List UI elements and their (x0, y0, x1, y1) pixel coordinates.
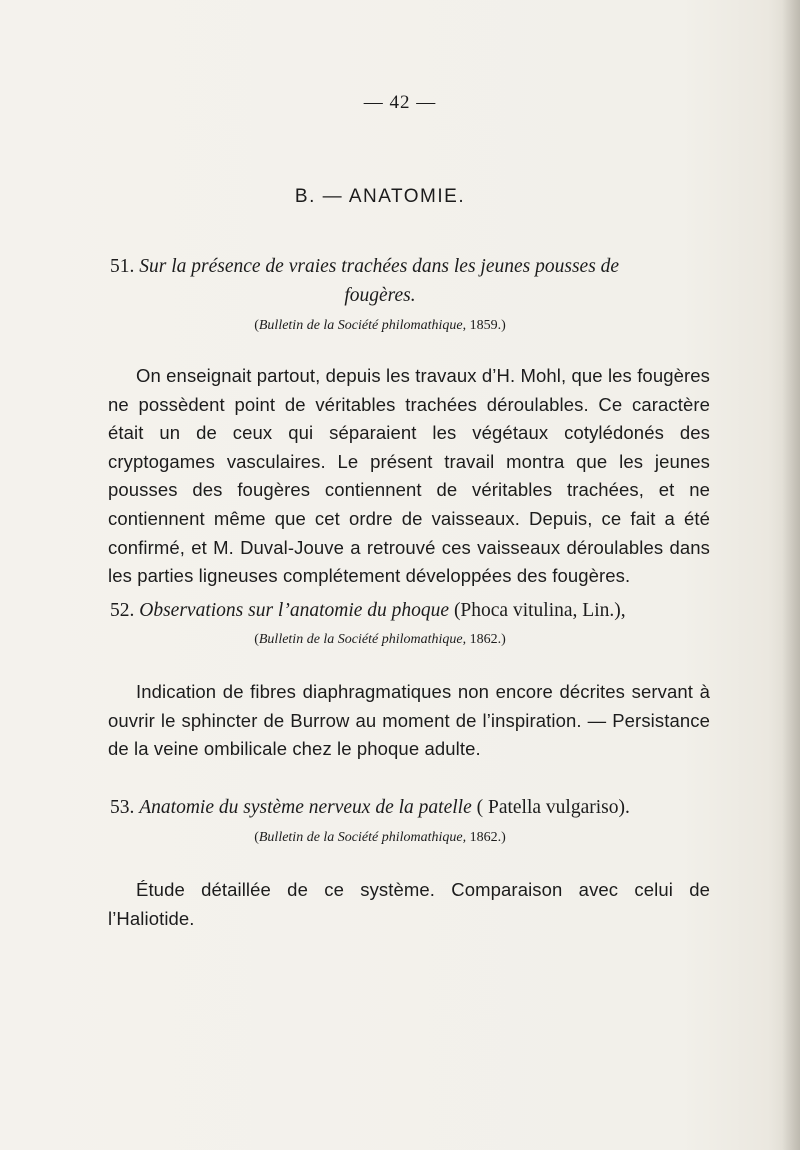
section-title: B. — ANATOMIE. (294, 186, 466, 207)
entry-52-title-roman: (Phoca vitulina, Lin.), (453, 600, 626, 621)
entry-51-source: (Bulletin de la Société philomathique, 1859.) (254, 318, 506, 333)
entry-52-body: Indication de fibres diaphragmatiques non encore décrites servant à ouvrir le sphincter de Burrow au moment de l’inspiration. — Persistance de la veine ombilicale chez le phoque adulte. (108, 681, 710, 760)
entry-52-source-journal: Bulletin de la Société philomathique (258, 632, 463, 647)
entry-52-source: (Bulletin de la Société philomathique, 1862.) (254, 632, 506, 647)
entry-53-source: (Bulletin de la Société philomathique, 1862.) (254, 830, 506, 845)
page-edge-shadow (782, 0, 800, 1150)
entry-53-title-italic: Anatomie du système nerveux de la patelle (139, 797, 472, 818)
entry-53-number: 53. (110, 797, 135, 818)
entry-51-title-line1 (110, 252, 710, 282)
entry-51-source-year: , 1859. (462, 318, 502, 333)
entry-52-title-italic: Observations sur l’anatomie du phoque (139, 600, 450, 621)
page-number-header: — 42 — (363, 92, 437, 113)
entry-51-number: 51. (110, 256, 135, 277)
entry-52-title (110, 596, 710, 626)
entry-52-source-year: , 1862. (462, 632, 502, 647)
entry-51-title-text: Sur la présence de vraies trachées dans les jeunes pousses de (139, 256, 620, 277)
entry-51-title-line2: fougères. (344, 285, 416, 306)
entry-53-title (110, 793, 710, 823)
entry-52-number: 52. (110, 600, 135, 621)
entry-51-source-journal: Bulletin de la Société philomathique (258, 318, 463, 333)
entry-53-title-roman: ( Patella vulgariso). (476, 797, 630, 818)
entry-53-source-journal: Bulletin de la Société philomathique, (258, 830, 467, 845)
entry-53-body: Étude détaillée de ce système. Comparaison avec celui de l’Haliotide. (108, 879, 710, 929)
entry-53-source-year: 1862. (466, 830, 502, 845)
entry-51-body: On enseignait partout, depuis les travaux d’H. Mohl, que les fougères ne possèdent point de véritables trachées déroulables. Ce caractère était un de ceux qui séparaient les végétaux cotylédonés des cryptogames vasculaires. Le présent travail montra que les jeunes pousses des fougères contiennent de véritables trachées, et ne contiennent même que cet ordre de vaisseaux. Depuis, ce fait a été confirmé, et M. Duval-Jouve a retrouvé ces vaisseaux déroulables dans les parties ligneuses complétement développées des fougères. (108, 365, 710, 587)
